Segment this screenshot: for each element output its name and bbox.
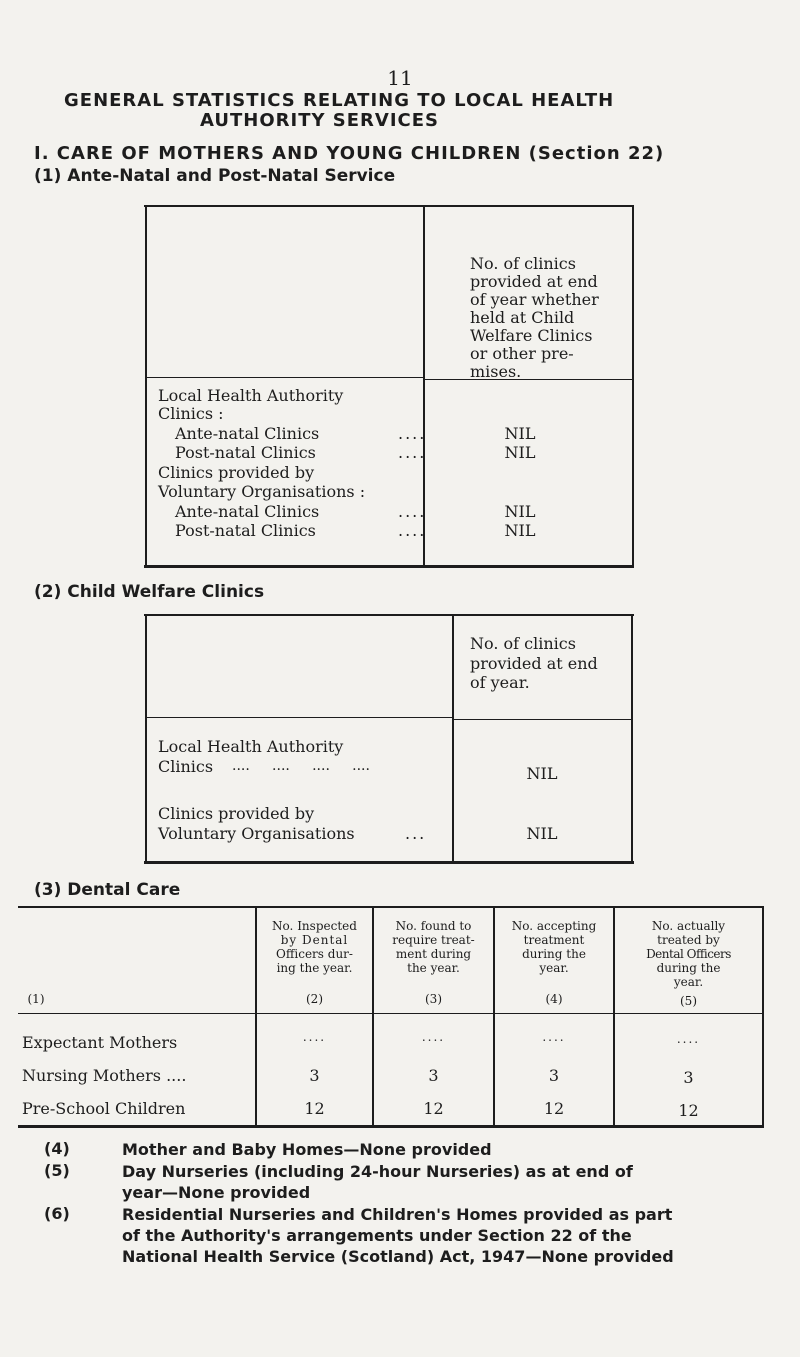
- row-value: 12: [678, 1101, 699, 1120]
- row-label: Ante-natal Clinics: [175, 502, 320, 521]
- row-value: 3: [548, 1066, 560, 1085]
- row-value: ....: [302, 1030, 327, 1044]
- row-label: Pre-School Children: [22, 1099, 186, 1118]
- row-label: Expectant Mothers: [22, 1033, 178, 1052]
- row-value: 12: [543, 1099, 565, 1118]
- header-line: of year.: [470, 673, 530, 692]
- header-line: year.: [539, 961, 569, 975]
- leader-dots: ...: [405, 824, 427, 843]
- group-label: Voluntary Organisations :: [158, 482, 366, 501]
- header-line: require treat-: [392, 933, 475, 947]
- footnote-line: Mother and Baby Homes—None provided: [122, 1140, 492, 1159]
- leader-dots: ....: [398, 502, 427, 521]
- header-line: or other pre-: [470, 344, 574, 363]
- header-line: during the: [656, 961, 721, 975]
- footnote-number: (5): [44, 1161, 70, 1180]
- header-line: Officers dur-: [276, 947, 353, 961]
- page-number: 11: [387, 66, 413, 90]
- page-title-line-1: GENERAL STATISTICS RELATING TO LOCAL HEALTH: [64, 90, 615, 111]
- header-line: No. accepting: [511, 919, 597, 933]
- row-label: Clinics provided by: [158, 804, 315, 823]
- row-value: ....: [542, 1030, 566, 1044]
- row-label: Voluntary Organisations: [158, 824, 355, 843]
- column-number: (5): [680, 994, 697, 1008]
- header-line: provided at end: [470, 272, 598, 291]
- header-line: year.: [673, 975, 704, 989]
- header-line: treatment: [523, 933, 585, 947]
- header-line: Dental Officers: [646, 947, 731, 961]
- header-line: No. of clinics: [470, 634, 576, 653]
- header-line: by Dental: [280, 933, 349, 947]
- header-line: the year.: [407, 961, 460, 975]
- row-value: NIL: [504, 521, 536, 540]
- column-number: (1): [27, 992, 45, 1006]
- row-value: 3: [428, 1066, 439, 1085]
- footnote-line: Day Nurseries (including 24-hour Nurseries) as at end of: [122, 1162, 633, 1181]
- row-label: Post-natal Clinics: [175, 443, 316, 462]
- header-line: No. Inspected: [272, 919, 357, 933]
- header-line: mises.: [470, 362, 522, 381]
- row-value: NIL: [504, 443, 536, 462]
- row-value: ....: [676, 1032, 701, 1046]
- header-line: ment during: [395, 947, 472, 961]
- header-line: Welfare Clinics: [470, 326, 593, 345]
- header-line: treated by: [657, 933, 720, 947]
- row-value: ....: [421, 1030, 446, 1044]
- group-label: Clinics provided by: [158, 463, 315, 482]
- row-value: NIL: [504, 424, 536, 443]
- row-value: NIL: [504, 502, 536, 521]
- row-value: 12: [304, 1099, 325, 1118]
- row-value: 3: [683, 1068, 694, 1087]
- row-label: Local Health Authority: [158, 737, 344, 756]
- footnote-line: of the Authority's arrangements under Section 22 of the: [122, 1226, 632, 1245]
- header-line: No. of clinics: [470, 254, 576, 273]
- header-line: ing the year.: [276, 961, 353, 975]
- row-label: Post-natal Clinics: [175, 521, 316, 540]
- footnote-number: (6): [44, 1204, 70, 1223]
- leader-dots: ....: [398, 443, 427, 462]
- page-title-line-2: AUTHORITY SERVICES: [200, 110, 439, 131]
- subsection-1-heading: (1) Ante-Natal and Post-Natal Service: [34, 166, 396, 186]
- column-number: (3): [425, 992, 442, 1006]
- row-value: 3: [309, 1066, 320, 1085]
- footnote-line: Residential Nurseries and Children's Homes provided as part: [122, 1205, 673, 1224]
- footnote-line: National Health Service (Scotland) Act, 1947—None provided: [122, 1247, 674, 1266]
- subsection-3-heading: (3) Dental Care: [34, 880, 181, 900]
- header-line: No. found to: [395, 919, 472, 933]
- leader-dots: ....: [398, 424, 427, 443]
- row-label: Ante-natal Clinics: [175, 424, 320, 443]
- subsection-2-heading: (2) Child Welfare Clinics: [34, 582, 265, 602]
- header-line: during the: [522, 947, 586, 961]
- header-line: held at Child: [470, 308, 575, 327]
- header-line: of year whether: [470, 290, 599, 309]
- group-label: Clinics :: [158, 404, 224, 423]
- row-label: Clinics: [158, 757, 214, 776]
- leader-dots: .... .... .... ....: [232, 758, 370, 774]
- group-label: Local Health Authority: [158, 386, 344, 405]
- footnote-line: year—None provided: [122, 1183, 311, 1202]
- column-number: (4): [545, 992, 563, 1006]
- row-value: 12: [423, 1099, 444, 1118]
- leader-dots: ....: [398, 521, 427, 540]
- row-value: NIL: [526, 824, 558, 843]
- footnote-number: (4): [44, 1139, 70, 1158]
- header-line: No. actually: [651, 919, 726, 933]
- row-label: Nursing Mothers ....: [22, 1066, 187, 1085]
- column-number: (2): [306, 992, 323, 1006]
- row-value: NIL: [526, 764, 558, 783]
- header-line: provided at end: [470, 654, 598, 673]
- section-heading: I. CARE OF MOTHERS AND YOUNG CHILDREN (Section 22): [34, 143, 665, 164]
